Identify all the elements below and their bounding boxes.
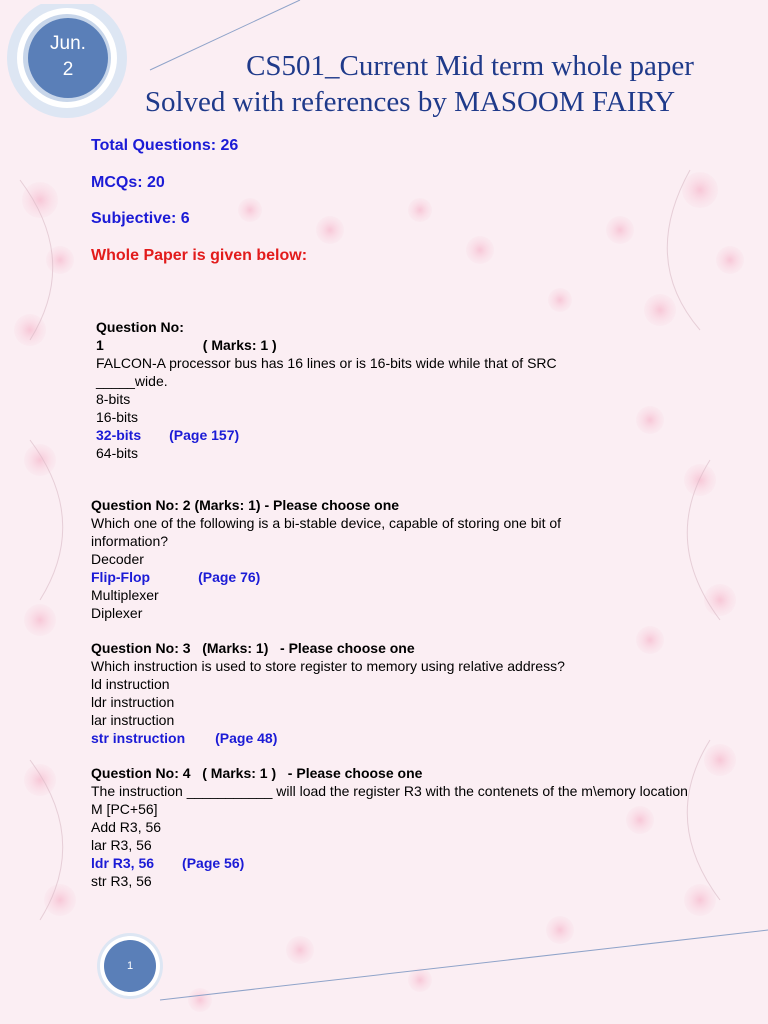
answer-text: str instruction — [91, 730, 186, 746]
page-reference: (Page 76) — [198, 569, 261, 585]
option: str R3, 56 — [91, 873, 152, 889]
option: Add R3, 56 — [91, 819, 162, 835]
option: ld instruction — [91, 676, 170, 692]
paper-summary — [91, 134, 307, 281]
question-text: Which instruction is used to store register to memory using relative address? — [91, 658, 565, 674]
question-number: 1 — [96, 337, 104, 353]
question-number-line — [96, 336, 596, 354]
option: 8-bits — [96, 391, 131, 407]
question-text: The instruction ___________ will load the register R3 with the contenets of the m\emory location M [PC+56] — [91, 783, 688, 817]
question-heading: Question No: — [96, 319, 184, 335]
date-day: 2 — [62, 59, 74, 80]
title-line-1: CS501_Current Mid term whole paper — [246, 50, 694, 82]
total-questions: Total Questions: 26 — [91, 137, 239, 154]
whole-paper-notice: Whole Paper is given below: — [91, 247, 308, 265]
option: Diplexer — [91, 605, 143, 621]
option: 16-bits — [96, 409, 139, 425]
page-reference: (Page 157) — [169, 427, 240, 443]
answer-text: 32-bits — [96, 427, 142, 443]
page-number: 1 — [104, 940, 156, 992]
question-1 — [96, 318, 596, 462]
option: lar R3, 56 — [91, 837, 152, 853]
option: 64-bits — [96, 445, 139, 461]
date-month: Jun. — [50, 33, 86, 54]
question-3 — [91, 639, 565, 747]
question-heading: Question No: 4 ( Marks: 1 ) - Please choose one — [91, 765, 423, 781]
correct-answer — [91, 729, 565, 747]
question-4 — [91, 764, 691, 890]
option: Decoder — [91, 551, 144, 567]
page-title — [60, 48, 760, 120]
title-line-2: Solved with references by MASOOM FAIRY — [144, 86, 676, 118]
page-reference: (Page 48) — [215, 730, 278, 746]
answer-text: Flip-Flop — [91, 569, 151, 585]
question-heading: Question No: 3 (Marks: 1) - Please choose one — [91, 640, 415, 656]
mcq-count: MCQs: 20 — [91, 173, 165, 191]
subjective-count: Subjective: 6 — [91, 210, 190, 228]
answer-text: ldr R3, 56 — [91, 855, 155, 871]
option: lar instruction — [91, 712, 175, 728]
page-reference: (Page 56) — [182, 855, 245, 871]
question-2 — [91, 496, 611, 622]
option: Multiplexer — [91, 587, 159, 603]
correct-answer — [91, 854, 691, 872]
correct-answer — [96, 426, 596, 444]
question-text: Which one of the following is a bi-stable device, capable of storing one bit of information? — [91, 515, 562, 549]
page-number-badge — [96, 932, 164, 1000]
question-heading: Question No: 2 (Marks: 1) - Please choose one — [91, 497, 400, 513]
question-marks: ( Marks: 1 ) — [202, 337, 277, 353]
option: ldr instruction — [91, 694, 175, 710]
question-text: FALCON-A processor bus has 16 lines or is 16-bits wide while that of SRC _____wide. — [96, 355, 557, 389]
correct-answer — [91, 568, 611, 586]
